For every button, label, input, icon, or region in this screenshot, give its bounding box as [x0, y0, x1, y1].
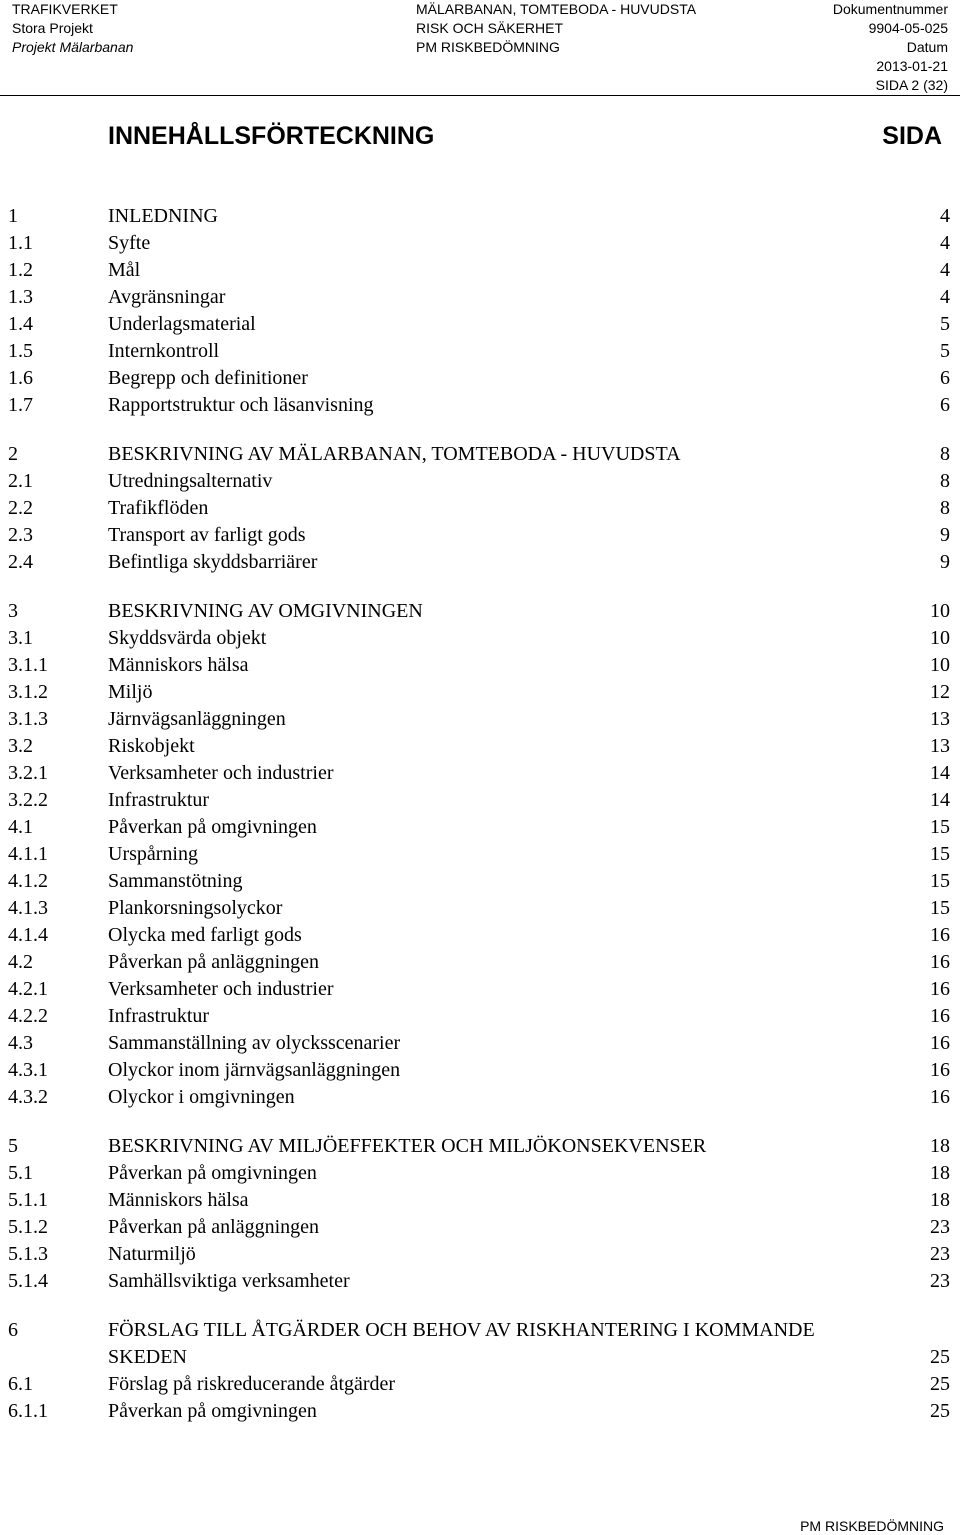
toc-entry-number: 3.1.2 [8, 681, 48, 703]
toc-entry-page: 4 [940, 205, 950, 227]
toc-entry-page: 23 [930, 1243, 950, 1265]
toc-entry-number: 6.1 [8, 1373, 33, 1395]
toc-entry[interactable] [0, 814, 960, 841]
toc-entry-title: Påverkan på anläggningen [108, 951, 320, 973]
toc-entry[interactable] [0, 468, 960, 495]
toc-entry-page: 14 [930, 789, 950, 811]
toc-entry[interactable] [0, 284, 960, 311]
toc-entry-page: 4 [940, 232, 950, 254]
toc-entry[interactable] [0, 203, 960, 230]
toc-entry-page: 6 [940, 394, 950, 416]
toc-entry-title: Plankorsningsolyckor [108, 897, 283, 919]
page-column-heading: SIDA [882, 122, 942, 150]
toc-entry-title: INLEDNING [108, 205, 218, 227]
header-right [833, 0, 948, 95]
toc-entry-number: 4.3 [8, 1032, 33, 1054]
project-name: Projekt Mälarbanan [12, 39, 134, 55]
toc-entry-title: Påverkan på anläggningen [108, 1216, 320, 1238]
toc-entry-number: 2.4 [8, 551, 33, 573]
toc-entry-page: 18 [930, 1162, 950, 1184]
toc-entry-number: 3.1.1 [8, 654, 48, 676]
toc-entry-title: Olyckor i omgivningen [108, 1086, 295, 1108]
toc-entry-page: 6 [940, 367, 950, 389]
document-number-label: Dokumentnummer [832, 1, 948, 17]
toc-entry-title: Begrepp och definitioner [108, 367, 308, 389]
toc-entry-number: 2 [8, 443, 18, 465]
toc-entry-title: Påverkan på omgivningen [108, 1400, 317, 1422]
toc-entry[interactable] [0, 1241, 960, 1268]
toc-entry-title: Sammanställning av olycksscenarier [108, 1032, 401, 1054]
toc-entry[interactable] [0, 949, 960, 976]
toc-entry-number: 4.2 [8, 951, 33, 973]
toc-entry[interactable] [0, 392, 960, 419]
toc-entry-title: Avgränsningar [108, 286, 226, 308]
toc-entry-title: Riskobjekt [108, 735, 195, 757]
document-subject: RISK OCH SÄKERHET [416, 20, 564, 36]
document-date: 2013-01-21 [876, 58, 948, 74]
toc-entry-title: Människors hälsa [108, 1189, 249, 1211]
toc-entry-number: 2.2 [8, 497, 33, 519]
toc-entry-page: 5 [940, 313, 950, 335]
document-number: 9904-05-025 [868, 20, 948, 36]
toc-entry-page: 16 [930, 924, 950, 946]
document-project-title: MÄLARBANAN, TOMTEBODA - HUVUDSTA [416, 1, 697, 17]
toc-entry[interactable] [0, 733, 960, 760]
toc-entry[interactable] [0, 598, 960, 625]
page-indicator: SIDA 2 (32) [875, 77, 948, 93]
toc-entry[interactable] [0, 311, 960, 338]
program-name: Stora Projekt [12, 20, 93, 36]
toc-entry-number: 4.1.2 [8, 870, 48, 892]
toc-entry-number: 1 [8, 205, 18, 227]
toc-entry-title: BESKRIVNING AV MÄLARBANAN, TOMTEBODA - HUVUDSTA [108, 443, 681, 465]
toc-entry-page: 10 [930, 654, 950, 676]
toc-entry-number: 1.3 [8, 286, 33, 308]
toc-entry-number: 6.1.1 [8, 1400, 48, 1422]
toc-entry-number: 1.1 [8, 232, 33, 254]
org-name: TRAFIKVERKET [12, 1, 118, 17]
toc-entry-title: Befintliga skyddsbarriärer [108, 551, 318, 573]
toc-entry[interactable] [0, 922, 960, 949]
toc-entry-number: 6 [8, 1319, 18, 1341]
toc-entry-number: 3.1.3 [8, 708, 48, 730]
toc-entry-title: Infrastruktur [108, 789, 210, 811]
toc-entry[interactable] [0, 1214, 960, 1241]
toc-entry-page: 23 [930, 1270, 950, 1292]
toc-entry-title: FÖRSLAG TILL ÅTGÄRDER OCH BEHOV AV RISKHANTERING I KOMMANDE SKEDEN [108, 1319, 815, 1368]
toc-entry-title: Påverkan på omgivningen [108, 816, 317, 838]
toc-entry-title: Syfte [108, 232, 151, 254]
toc-entry-page: 15 [930, 816, 950, 838]
toc-entry-page: 16 [930, 978, 950, 1000]
toc-entry[interactable] [0, 1003, 960, 1030]
toc-entry[interactable] [0, 257, 960, 284]
toc-entry-page: 8 [940, 443, 950, 465]
toc-entry-number: 5.1.3 [8, 1243, 48, 1265]
toc-entry-page: 15 [930, 843, 950, 865]
toc-entry[interactable] [0, 625, 960, 652]
toc-entry-number: 5.1 [8, 1162, 33, 1184]
toc-entry-title: BESKRIVNING AV OMGIVNINGEN [108, 600, 423, 622]
toc-entry[interactable] [0, 1371, 960, 1398]
toc-entry-title: Påverkan på omgivningen [108, 1162, 317, 1184]
toc-entry[interactable] [0, 868, 960, 895]
toc-entry-number: 4.3.1 [8, 1059, 48, 1081]
toc-entry-number: 1.2 [8, 259, 33, 281]
toc-entry-page: 4 [940, 286, 950, 308]
date-label: Datum [906, 39, 948, 55]
toc-entry-number: 4.3.2 [8, 1086, 48, 1108]
toc-entry-title: Naturmiljö [108, 1243, 196, 1265]
toc-entry-number: 5.1.2 [8, 1216, 48, 1238]
toc-entry-number: 4.1.1 [8, 843, 48, 865]
table-of-contents [0, 203, 960, 1425]
toc-entry-page: 16 [930, 1086, 950, 1108]
header-divider [0, 95, 960, 96]
toc-entry-title: Internkontroll [108, 340, 220, 362]
toc-entry-page: 25 [930, 1346, 950, 1368]
toc-entry[interactable] [0, 1057, 960, 1084]
toc-entry-page: 23 [930, 1216, 950, 1238]
toc-entry-title: Rapportstruktur och läsanvisning [108, 394, 374, 416]
toc-entry-page: 15 [930, 897, 950, 919]
header-center [416, 0, 696, 57]
toc-entry-number: 1.7 [8, 394, 33, 416]
toc-entry-title: Förslag på riskreducerande åtgärder [108, 1373, 396, 1395]
toc-entry-number: 4.1 [8, 816, 33, 838]
toc-entry[interactable] [0, 760, 960, 787]
toc-entry[interactable] [0, 976, 960, 1003]
toc-heading: INNEHÅLLSFÖRTECKNING [108, 122, 435, 150]
toc-entry-page: 8 [940, 470, 950, 492]
toc-entry-page: 16 [930, 1059, 950, 1081]
toc-entry-title: Människors hälsa [108, 654, 249, 676]
toc-entry[interactable] [0, 706, 960, 733]
toc-entry-page: 25 [930, 1400, 950, 1422]
toc-entry[interactable] [0, 1268, 960, 1295]
header-left [12, 0, 133, 57]
toc-entry-title: Mål [108, 259, 141, 281]
toc-entry-page: 4 [940, 259, 950, 281]
toc-entry[interactable] [0, 1187, 960, 1214]
toc-entry-number: 4.1.4 [8, 924, 48, 946]
toc-heading-row [108, 122, 942, 151]
toc-entry-number: 1.5 [8, 340, 33, 362]
toc-entry[interactable] [0, 338, 960, 365]
toc-entry-page: 10 [930, 627, 950, 649]
toc-entry-page: 13 [930, 708, 950, 730]
toc-entry-title: Verksamheter och industrier [108, 762, 334, 784]
document-header [0, 0, 960, 96]
toc-entry-title: Verksamheter och industrier [108, 978, 334, 1000]
toc-entry-number: 1.6 [8, 367, 33, 389]
toc-entry-number: 4.1.3 [8, 897, 48, 919]
toc-entry-title: Underlagsmaterial [108, 313, 256, 335]
toc-entry[interactable] [0, 495, 960, 522]
toc-entry-number: 3 [8, 600, 18, 622]
toc-entry-page: 25 [930, 1373, 950, 1395]
toc-entry-title: Trafikflöden [108, 497, 209, 519]
toc-entry[interactable] [0, 652, 960, 679]
document-type: PM RISKBEDÖMNING [416, 39, 560, 55]
toc-entry-number: 3.2.2 [8, 789, 48, 811]
toc-entry-page: 18 [930, 1135, 950, 1157]
toc-entry[interactable] [0, 441, 960, 468]
toc-entry-page: 9 [940, 524, 950, 546]
toc-entry-title: Transport av farligt gods [108, 524, 306, 546]
toc-entry-number: 3.2 [8, 735, 33, 757]
toc-entry-page: 16 [930, 1032, 950, 1054]
toc-entry[interactable] [0, 841, 960, 868]
toc-entry[interactable] [0, 895, 960, 922]
toc-entry-page: 13 [930, 735, 950, 757]
toc-entry-number: 3.1 [8, 627, 33, 649]
toc-entry-title: Miljö [108, 681, 153, 703]
toc-entry-title: Samhällsviktiga verksamheter [108, 1270, 350, 1292]
toc-entry-number: 3.2.1 [8, 762, 48, 784]
toc-entry[interactable] [0, 365, 960, 392]
toc-entry[interactable] [0, 1133, 960, 1160]
toc-entry-number: 4.2.1 [8, 978, 48, 1000]
toc-entry-number: 4.2.2 [8, 1005, 48, 1027]
toc-entry[interactable] [0, 549, 960, 576]
toc-entry-number: 2.1 [8, 470, 33, 492]
toc-entry-number: 5 [8, 1135, 18, 1157]
toc-entry-title: Skyddsvärda objekt [108, 627, 267, 649]
toc-entry[interactable] [0, 1317, 960, 1371]
toc-entry-title: Sammanstötning [108, 870, 243, 892]
toc-entry-page: 14 [930, 762, 950, 784]
toc-entry[interactable] [0, 679, 960, 706]
toc-entry-page: 16 [930, 951, 950, 973]
toc-entry-title: BESKRIVNING AV MILJÖEFFEKTER OCH MILJÖKONSEKVENSER [108, 1135, 707, 1157]
toc-entry-title: Olyckor inom järnvägsanläggningen [108, 1059, 401, 1081]
toc-entry[interactable] [0, 1160, 960, 1187]
toc-entry-number: 5.1.1 [8, 1189, 48, 1211]
toc-entry[interactable] [0, 1084, 960, 1111]
toc-entry[interactable] [0, 230, 960, 257]
toc-entry-title: Järnvägsanläggningen [108, 708, 286, 730]
toc-entry-page: 8 [940, 497, 950, 519]
toc-entry-title: Olycka med farligt gods [108, 924, 302, 946]
document-footer: PM RISKBEDÖMNING [800, 1518, 944, 1534]
toc-entry-page: 15 [930, 870, 950, 892]
toc-entry-number: 5.1.4 [8, 1270, 48, 1292]
toc-entry-number: 1.4 [8, 313, 33, 335]
toc-entry-page: 10 [930, 600, 950, 622]
toc-entry-page: 18 [930, 1189, 950, 1211]
toc-entry-title: Infrastruktur [108, 1005, 210, 1027]
toc-entry-page: 16 [930, 1005, 950, 1027]
toc-entry-page: 5 [940, 340, 950, 362]
toc-entry-title: Urspårning [108, 843, 198, 865]
toc-entry[interactable] [0, 1398, 960, 1425]
toc-entry[interactable] [0, 787, 960, 814]
toc-entry-number: 2.3 [8, 524, 33, 546]
toc-entry[interactable] [0, 1030, 960, 1057]
toc-entry-title: Utredningsalternativ [108, 470, 273, 492]
toc-entry[interactable] [0, 522, 960, 549]
toc-entry-page: 9 [940, 551, 950, 573]
toc-entry-page: 12 [930, 681, 950, 703]
